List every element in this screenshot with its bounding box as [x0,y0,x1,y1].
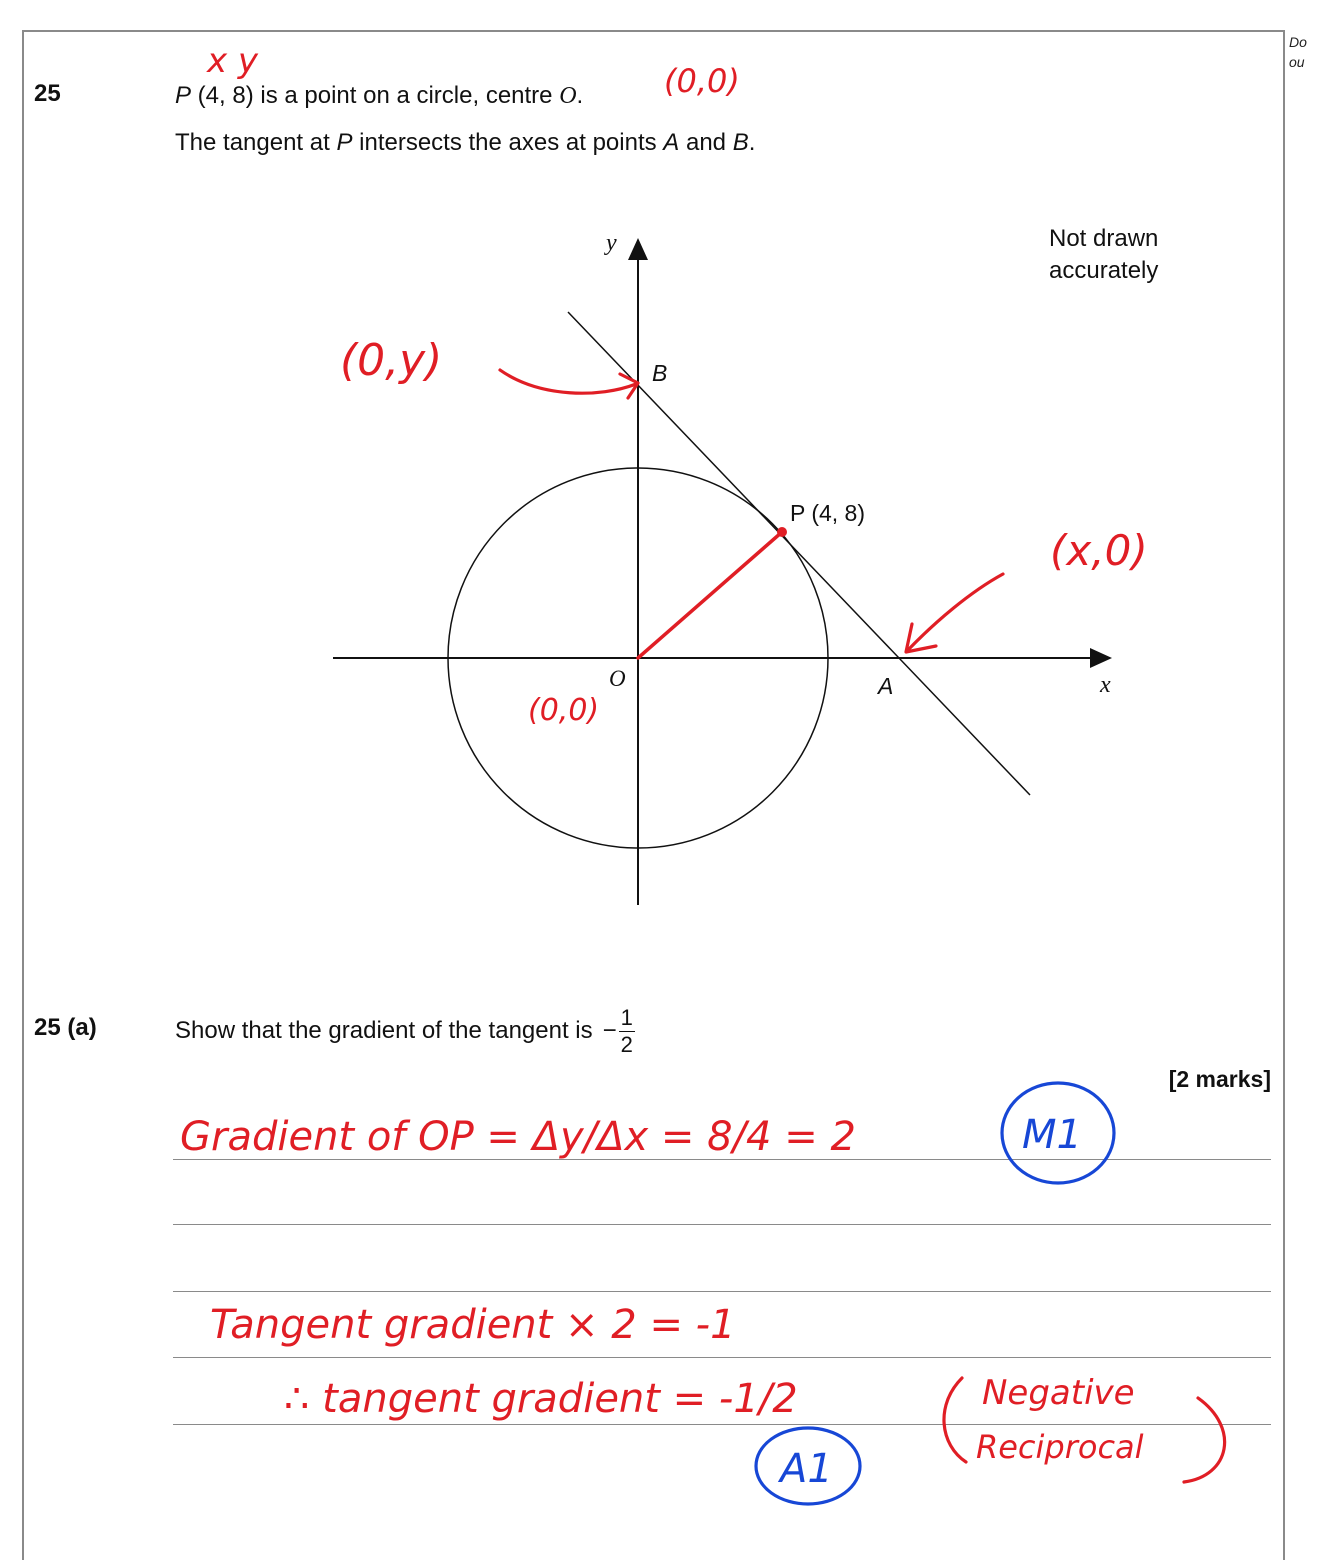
mark-m1: M1 [1022,1112,1082,1158]
origin-label: O [609,666,626,691]
annotation-a-coords: (x,0) [1050,526,1148,575]
annotation-xy: x y [207,41,259,81]
fraction-numerator: 1 [620,1004,633,1030]
question-number: 25 [34,80,61,107]
line1-end: . [576,82,584,109]
margin-note-text: Do ou [1289,34,1307,70]
not-drawn-accurately-note: Not drawn accurately [1049,225,1159,284]
line1-text: (4, 8) is a point on a circle, centre [191,82,560,109]
line2-text-a: The tangent at [175,129,337,156]
point-b-label: B [652,360,668,386]
arrow-to-a [908,574,1003,650]
line2-text-e: and [679,129,733,156]
line2-a: A [663,129,680,156]
marks-label: [2 marks] [1168,1066,1271,1092]
note-reciprocal: Reciprocal [976,1428,1144,1466]
note-negative: Negative [982,1373,1135,1413]
part-a-label: 25 (a) [34,1014,97,1041]
working-line-2: Tangent gradient × 2 = -1 [210,1302,736,1348]
annotation-origin-coords: (0,0) [528,693,600,728]
point-a-label: A [878,673,894,699]
annotation-b-coords: (0,y) [340,335,443,386]
arrow-to-b [500,370,636,393]
fraction-denominator: 2 [620,1031,633,1057]
line2-end: . [748,129,756,156]
x-axis-label: x [1100,672,1111,698]
working-line-3: ∴ tangent gradient = -1/2 [284,1376,798,1422]
minus-sign: − [602,1017,617,1044]
y-axis-label: y [606,230,617,256]
part-a-prompt: Show that the gradient of the tangent is [175,1017,593,1044]
working-line-1: Gradient of OP = Δy/Δx = 8/4 = 2 [180,1114,856,1160]
centre-var: O [559,83,577,109]
point-p-var: P [175,82,192,109]
negative-reciprocal-right-paren [1184,1398,1225,1482]
point-p-label: P (4, 8) [790,500,865,526]
line2-p: P [336,129,353,156]
mark-a1: A1 [780,1446,833,1492]
line2-b: B [732,129,749,156]
negative-reciprocal-left-paren [944,1378,966,1462]
annotation-centre-coords: (0,0) [664,62,740,100]
line2-text-c: intersects the axes at points [352,129,664,156]
